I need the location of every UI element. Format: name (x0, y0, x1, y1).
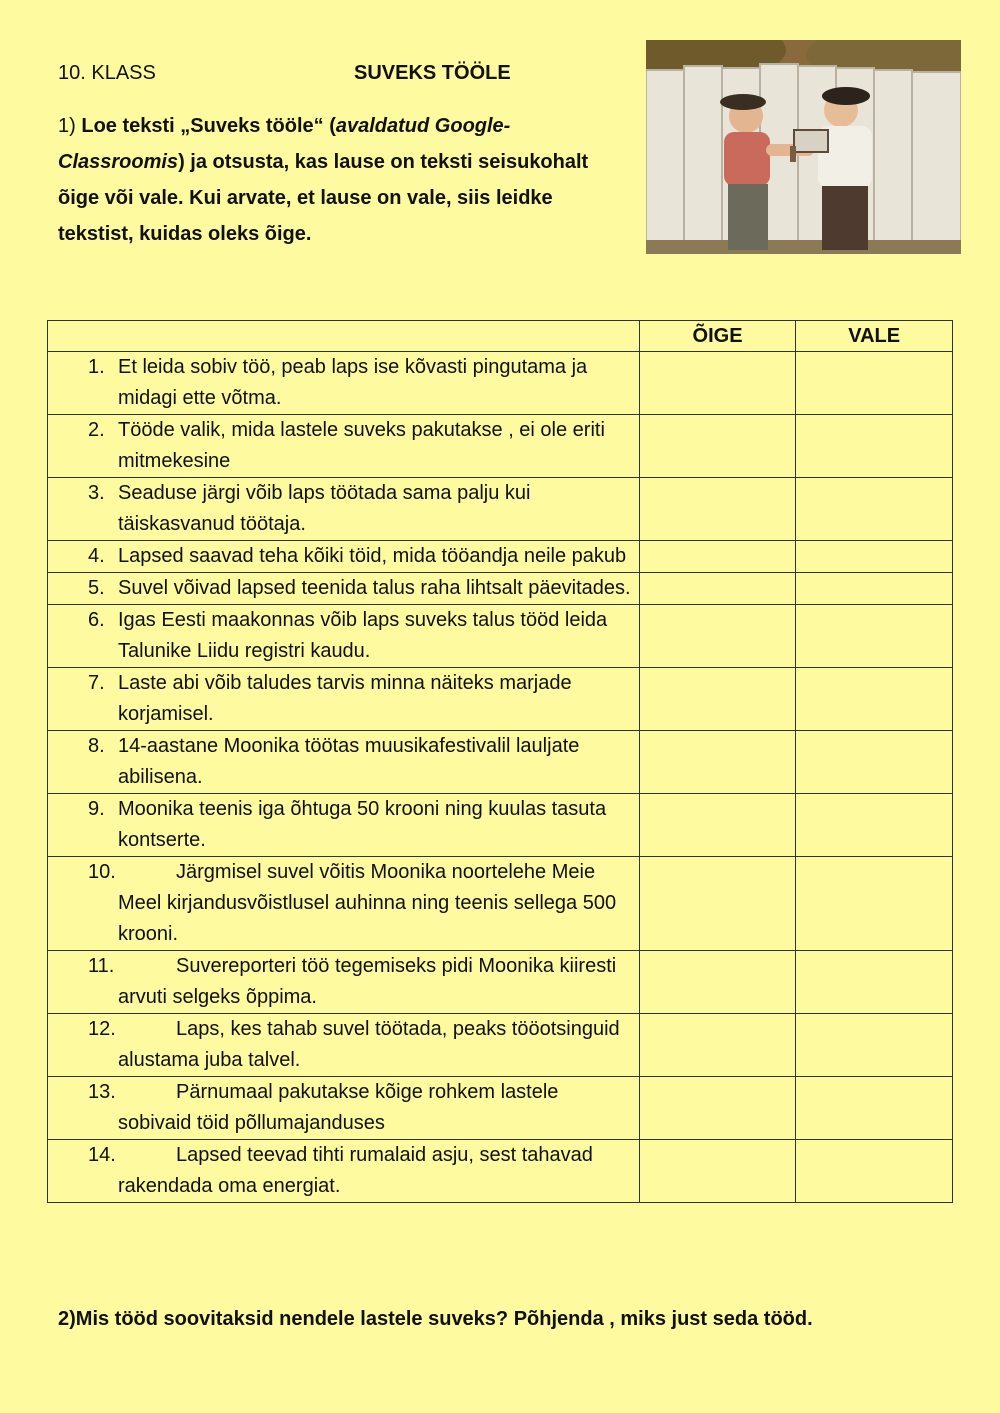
statement-number: 13. (88, 1081, 116, 1103)
table-row (48, 1014, 953, 1077)
answer-true-cell[interactable] (639, 605, 796, 668)
statement-text: 14-aastane Moonika töötas muusikafestivalil lauljate abilisena. (118, 735, 580, 788)
answer-true-cell[interactable] (639, 1077, 796, 1140)
answer-false-cell[interactable] (796, 541, 953, 573)
answer-true-cell[interactable] (639, 951, 796, 1014)
table-row (48, 573, 953, 605)
answer-false-cell[interactable] (796, 1077, 953, 1140)
table-row (48, 541, 953, 573)
answer-true-cell[interactable] (639, 415, 796, 478)
statement-number: 1. (88, 356, 105, 378)
statement-number: 6. (88, 609, 105, 631)
header-true: ÕIGE (639, 321, 796, 352)
answer-true-cell[interactable] (639, 794, 796, 857)
statement-cell (48, 605, 640, 668)
statement-text: Laste abi võib taludes tarvis minna näiteks marjade korjamisel. (118, 672, 572, 725)
statement-cell (48, 415, 640, 478)
answer-false-cell[interactable] (796, 415, 953, 478)
table-row (48, 951, 953, 1014)
header-false: VALE (796, 321, 953, 352)
table-row (48, 605, 953, 668)
statement-text: Pärnumaal pakutakse kõige rohkem lastele sobivaid töid põllumajanduses (118, 1081, 559, 1134)
table-row (48, 478, 953, 541)
statement-number: 5. (88, 577, 105, 599)
statement-number: 12. (88, 1018, 116, 1040)
answer-false-cell[interactable] (796, 478, 953, 541)
table-row (48, 731, 953, 794)
answer-false-cell[interactable] (796, 857, 953, 951)
table-row (48, 857, 953, 951)
statement-text: Seaduse järgi võib laps töötada sama palju kui täiskasvanud töötaja. (118, 482, 531, 535)
instruction-italic: avaldatud Google-Classroomis (58, 115, 511, 173)
statement-cell (48, 541, 640, 573)
answer-true-cell[interactable] (639, 573, 796, 605)
instruction-part2: ) ja otsusta, kas lause on teksti seisukohalt õige või vale. Kui arvate, et lause on vale, siis leidke tekstist, kuidas oleks õige. (58, 151, 589, 245)
statement-number: 2. (88, 419, 105, 441)
answer-true-cell[interactable] (639, 352, 796, 415)
table-row (48, 668, 953, 731)
statement-text: Lapsed saavad teha kõiki töid, mida tööandja neile pakub (118, 545, 627, 567)
statement-cell (48, 1140, 640, 1203)
statement-cell (48, 668, 640, 731)
table-row (48, 794, 953, 857)
statement-cell (48, 573, 640, 605)
answer-false-cell[interactable] (796, 794, 953, 857)
answer-false-cell[interactable] (796, 605, 953, 668)
instructions (58, 108, 628, 252)
grade-label: 10. KLASS (58, 62, 156, 84)
answer-true-cell[interactable] (639, 668, 796, 731)
table-row (48, 1077, 953, 1140)
instruction-part1: Loe teksti „Suveks tööle“ ( (81, 115, 336, 137)
statement-number: 9. (88, 798, 105, 820)
answer-false-cell[interactable] (796, 573, 953, 605)
statement-text: Laps, kes tahab suvel töötada, peaks tööotsinguid alustama juba talvel. (118, 1018, 620, 1071)
table-header-row (48, 321, 953, 352)
header-blank (48, 321, 640, 352)
statement-text: Et leida sobiv töö, peab laps ise kõvasti pingutama ja midagi ette võtma. (118, 356, 588, 409)
statement-number: 10. (88, 861, 116, 883)
statement-text: Lapsed teevad tihti rumalaid asju, sest tahavad rakendada oma energiat. (118, 1144, 593, 1197)
statement-cell (48, 794, 640, 857)
answer-false-cell[interactable] (796, 951, 953, 1014)
statement-cell (48, 857, 640, 951)
statement-number: 8. (88, 735, 105, 757)
statement-number: 14. (88, 1144, 116, 1166)
answer-false-cell[interactable] (796, 1140, 953, 1203)
statement-number: 3. (88, 482, 105, 504)
answer-true-cell[interactable] (639, 478, 796, 541)
true-false-table (47, 320, 953, 1203)
table-row (48, 1140, 953, 1203)
task-2-question: 2)Mis tööd soovitaksid nendele lastele suveks? Põhjenda , miks just seda tööd. (58, 1308, 813, 1330)
statement-text: Suvereporteri töö tegemiseks pidi Moonika kiiresti arvuti selgeks õppima. (118, 955, 617, 1008)
answer-true-cell[interactable] (639, 1140, 796, 1203)
statement-text: Suvel võivad lapsed teenida talus raha lihtsalt päevitades. (118, 577, 631, 599)
statement-cell (48, 1077, 640, 1140)
statement-number: 7. (88, 672, 105, 694)
statement-number: 11. (88, 955, 115, 977)
page-title: SUVEKS TÖÖLE (354, 62, 511, 84)
instruction-number: 1) (58, 115, 76, 137)
statement-cell (48, 1014, 640, 1077)
statement-cell (48, 951, 640, 1014)
statement-text: Igas Eesti maakonnas võib laps suveks talus tööd leida Talunike Liidu registri kaudu. (118, 609, 608, 662)
statement-cell (48, 731, 640, 794)
answer-false-cell[interactable] (796, 352, 953, 415)
answer-false-cell[interactable] (796, 1014, 953, 1077)
table-row (48, 415, 953, 478)
answer-false-cell[interactable] (796, 668, 953, 731)
illustration-two-boys (646, 40, 961, 254)
statement-text: Tööde valik, mida lastele suveks pakutakse , ei ole eriti mitmekesine (118, 419, 605, 472)
table-row (48, 352, 953, 415)
statement-number: 4. (88, 545, 105, 567)
statement-text: Järgmisel suvel võitis Moonika noortelehe Meie Meel kirjandusvõistlusel auhinna ning teenis sellega 500 krooni. (118, 861, 617, 945)
statement-cell (48, 478, 640, 541)
answer-true-cell[interactable] (639, 541, 796, 573)
answer-true-cell[interactable] (639, 857, 796, 951)
answer-false-cell[interactable] (796, 731, 953, 794)
answer-true-cell[interactable] (639, 1014, 796, 1077)
illustration-image (646, 40, 961, 254)
answer-true-cell[interactable] (639, 731, 796, 794)
statement-text: Moonika teenis iga õhtuga 50 krooni ning kuulas tasuta kontserte. (118, 798, 607, 851)
statement-cell (48, 352, 640, 415)
